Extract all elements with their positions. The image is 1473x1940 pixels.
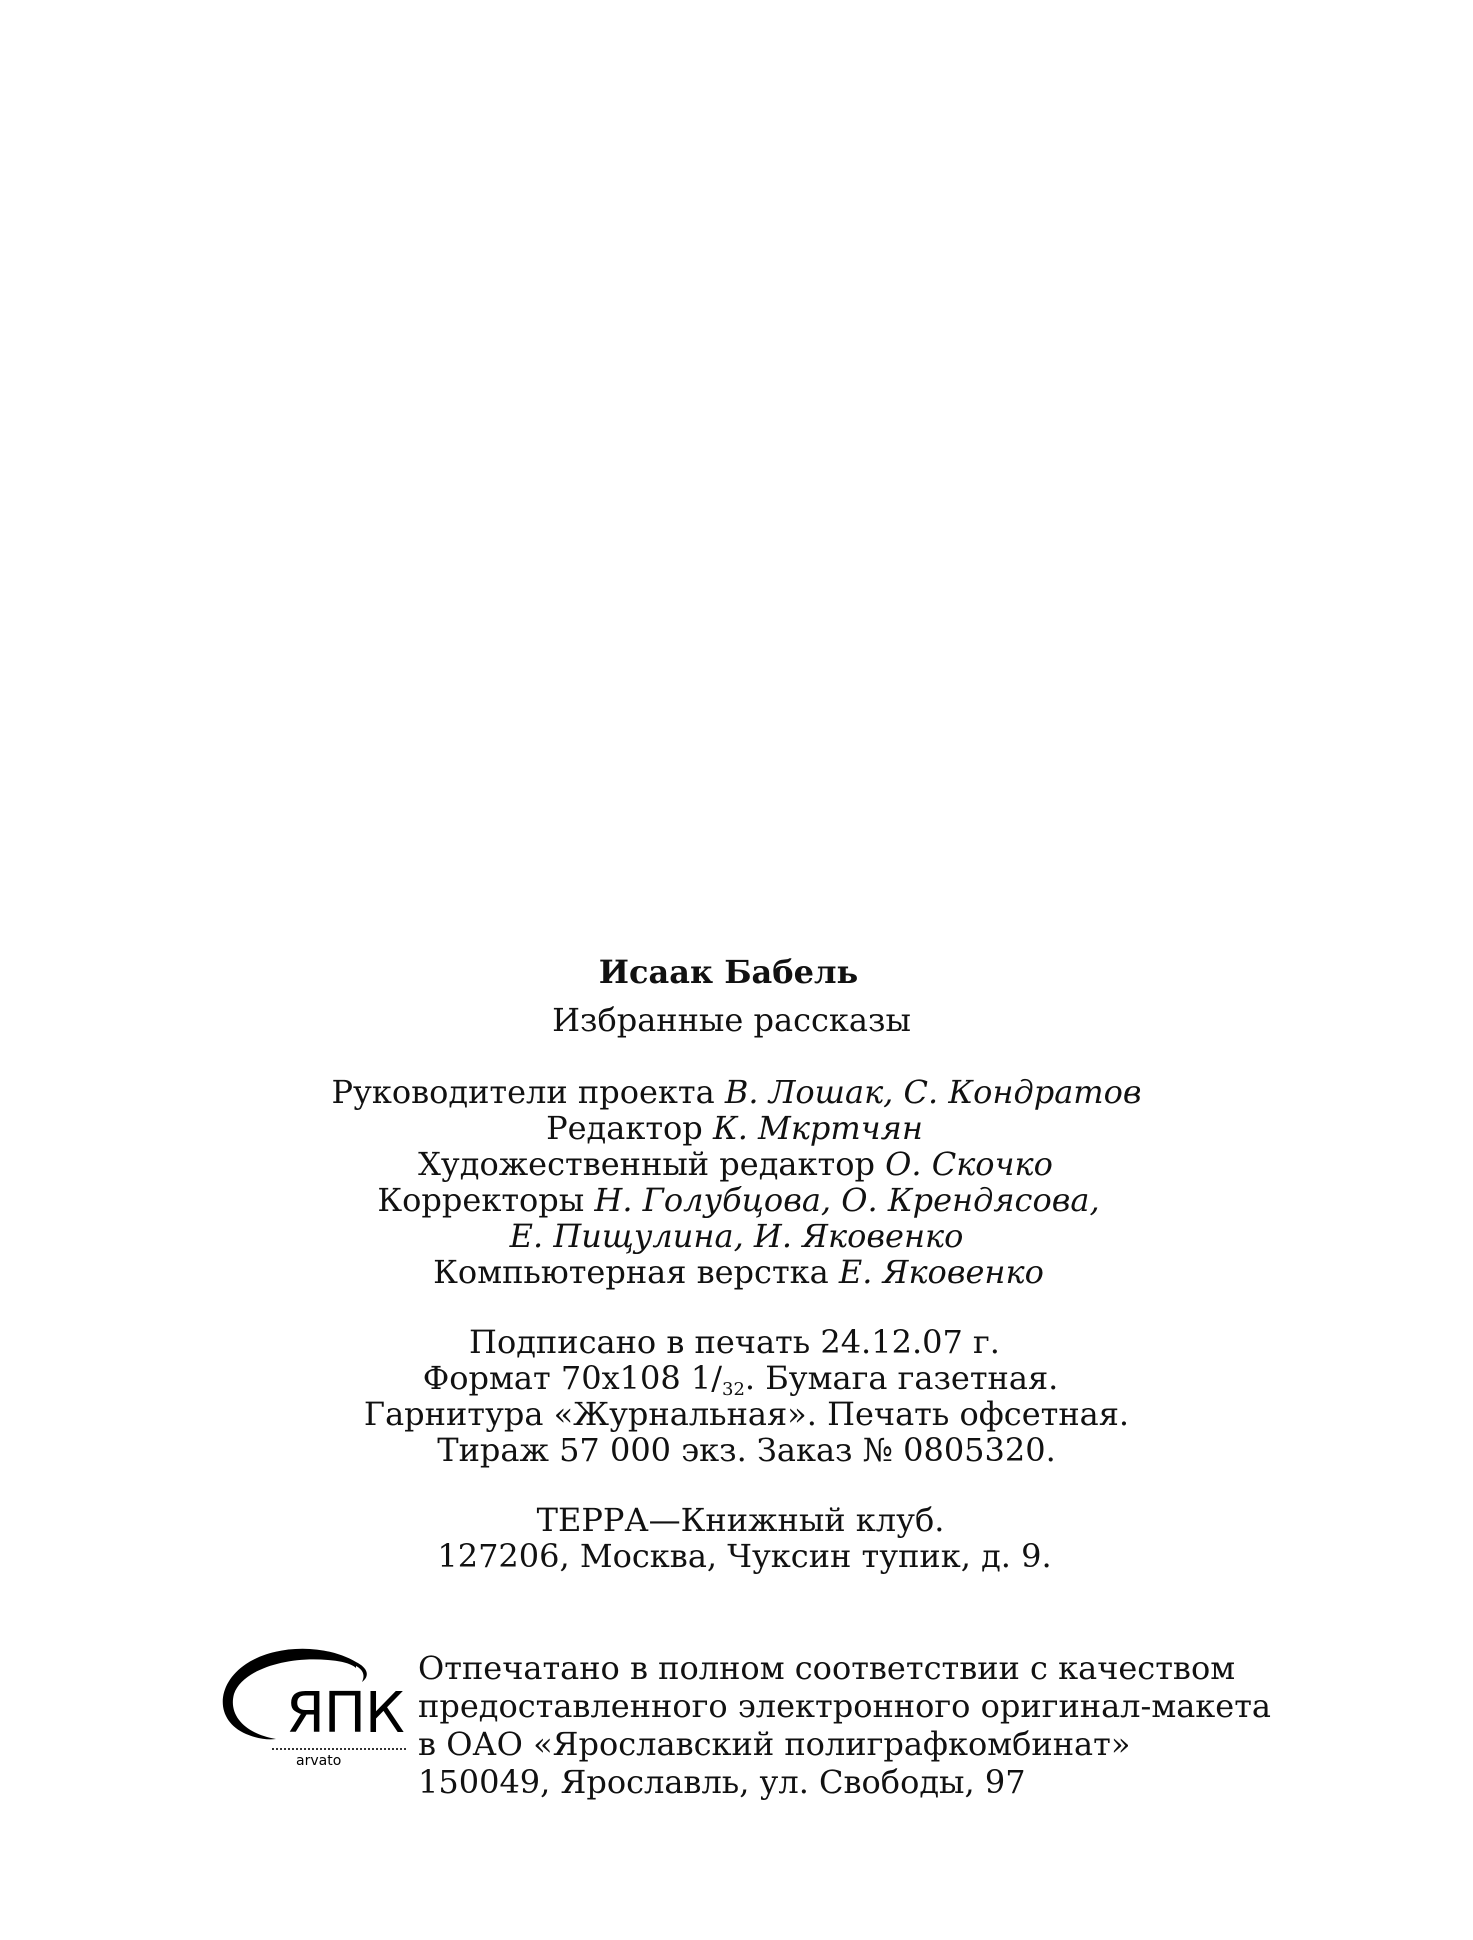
credit-proofreaders-cont bbox=[0, 1216, 1473, 1256]
typeface-text: Гарнитура «Журнальная». Печать офсетная. bbox=[363, 1395, 1130, 1433]
printer-imprint-line-4 bbox=[418, 1762, 1026, 1802]
format-line bbox=[4, 1358, 1473, 1398]
credit-project-leads bbox=[0, 1072, 1473, 1112]
format-prefix: Формат 70x108 1/ bbox=[422, 1359, 723, 1397]
credit-names: Е. Яковенко bbox=[838, 1253, 1044, 1291]
credit-editor bbox=[0, 1108, 1471, 1148]
format-sub: 32 bbox=[722, 1379, 745, 1400]
printer-logo-subtext: arvato bbox=[296, 1753, 342, 1769]
credit-art-editor bbox=[0, 1144, 1472, 1184]
publisher-address bbox=[8, 1536, 1473, 1576]
publisher-name bbox=[4, 1500, 1473, 1540]
credit-label: Редактор bbox=[546, 1109, 703, 1147]
book-title-text: Избранные рассказы bbox=[552, 1001, 911, 1039]
printer-imprint-line-3 bbox=[418, 1724, 1130, 1764]
format-suffix: . Бумага газетная. bbox=[744, 1359, 1059, 1397]
printer-imprint-text: в ОАО «Ярославский полиграфкомбинат» bbox=[418, 1725, 1131, 1763]
author-name: Исаак Бабель bbox=[598, 953, 859, 991]
signed-text: Подписано в печать 24.12.07 г. bbox=[469, 1323, 1000, 1361]
printer-imprint-text: 150049, Ярославль, ул. Свободы, 97 bbox=[418, 1763, 1026, 1801]
credit-names: К. Мкртчян bbox=[712, 1109, 923, 1147]
signed-to-print bbox=[0, 1322, 1471, 1362]
publisher-name-text: ТЕРРА—Книжный клуб. bbox=[536, 1501, 945, 1539]
printer-imprint-line-1 bbox=[418, 1648, 1235, 1688]
printer-logo bbox=[206, 1642, 416, 1769]
printer-logo-letters: ЯПК bbox=[286, 1681, 404, 1746]
credit-label: Руководители проекта bbox=[331, 1073, 715, 1111]
credit-names: В. Лошак, С. Кондратов bbox=[724, 1073, 1142, 1111]
credit-label: Компьютерная верстка bbox=[433, 1253, 829, 1291]
credit-names: Н. Голубцова, О. Крендясова, bbox=[594, 1181, 1100, 1219]
credit-names: О. Скочко bbox=[885, 1145, 1053, 1183]
book-title bbox=[0, 1000, 1468, 1040]
book-author bbox=[0, 952, 1465, 992]
printer-imprint-text: предоставленного электронного оригинал-макета bbox=[418, 1687, 1271, 1725]
credit-layout bbox=[2, 1252, 1473, 1292]
credit-label: Корректоры bbox=[377, 1181, 585, 1219]
credit-label: Художественный редактор bbox=[418, 1145, 875, 1183]
printer-logo-divider bbox=[272, 1748, 406, 1750]
credit-proofreaders bbox=[2, 1180, 1473, 1220]
printer-imprint-text: Отпечатано в полном соответствии с качеством bbox=[418, 1649, 1236, 1687]
print-run-line bbox=[10, 1430, 1473, 1470]
publisher-address-text: 127206, Москва, Чуксин тупик, д. 9. bbox=[437, 1537, 1052, 1575]
typeface-line bbox=[10, 1394, 1473, 1434]
credit-names: Е. Пищулина, И. Яковенко bbox=[509, 1217, 964, 1255]
printer-imprint-line-2 bbox=[418, 1686, 1271, 1726]
print-run-text: Тираж 57 000 экз. Заказ № 0805320. bbox=[437, 1431, 1056, 1469]
